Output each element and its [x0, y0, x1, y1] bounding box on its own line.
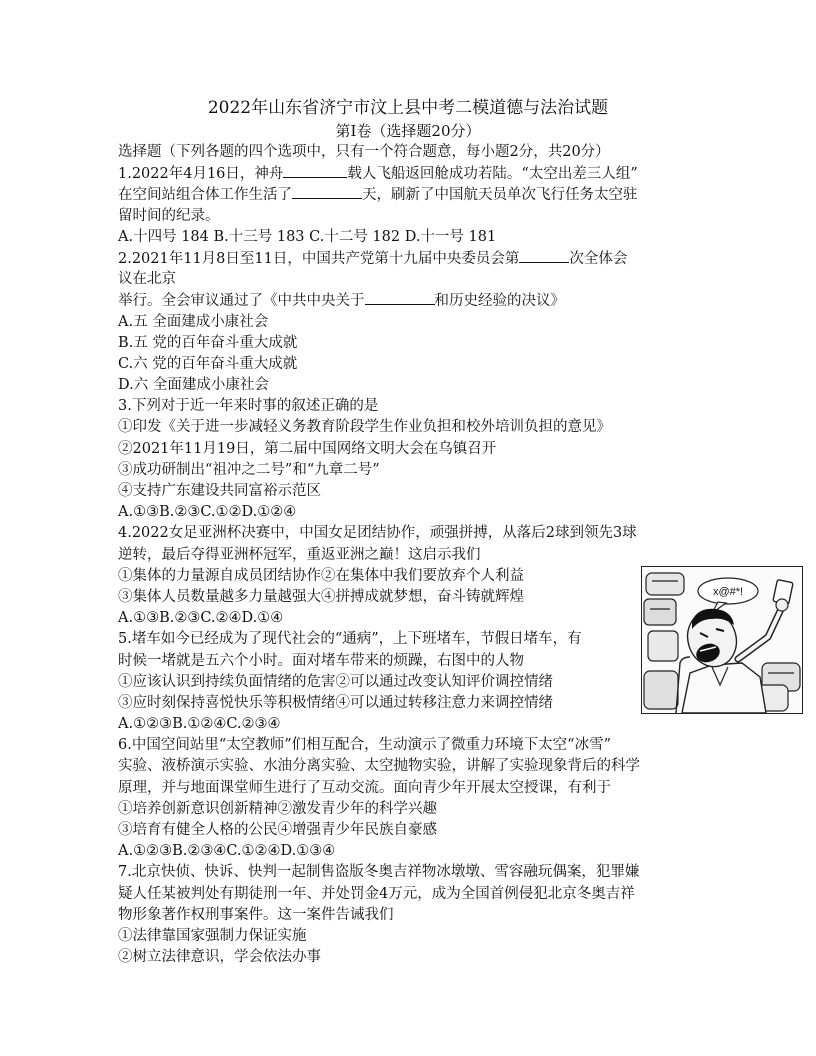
- q1-text: 1.2022年4月16日，神舟: [118, 166, 284, 183]
- q5-stem: 时候一堵就是五六个小时。面对堵车带来的烦躁，右图中的人物: [118, 652, 524, 669]
- page-title: 2022年山东省济宁市汶上县中考二模道德与法治试题: [207, 98, 609, 118]
- q2-option-a: A.五 全面建成小康社会: [118, 313, 269, 330]
- q3-stem: 3.下列对于近一年来时事的叙述正确的是: [118, 398, 379, 415]
- q7-stem: 物形象著作权刑事案件。这一案件告诫我们: [118, 906, 394, 923]
- q4-item: ③集体人员数量越多力量越强大④拼搏成就梦想，奋斗铸就辉煌: [118, 588, 524, 605]
- q5-item: ①应该认识到持续负面情绪的危害②可以通过改变认知评价调控情绪: [118, 673, 553, 690]
- q6-item: ①培养创新意识创新精神②激发青少年的科学兴趣: [118, 800, 437, 817]
- q7-stem: 7.北京快侦、快诉、快判一起制售盗版冬奥吉祥物冰墩墩、雪容融玩偶案，犯罪嫌: [118, 864, 640, 881]
- q5-item: ③应时刻保持喜悦快乐等积极情绪④可以通过转移注意力来调控情绪: [118, 694, 553, 711]
- speech-bubble-text: x@#*!: [712, 586, 744, 598]
- q7-stem: 疑人任某被判处有期徒刑一年、并处罚金4万元，成为全国首例侵犯北京冬奥吉祥: [118, 885, 635, 902]
- q7-item: ②树立法律意识，学会依法办事: [118, 949, 321, 966]
- angry-driver-illustration: [642, 567, 802, 713]
- q1-text: 天，刷新了中国航天员单次飞行任务太空驻: [362, 187, 638, 204]
- q2-text: 和历史经验的决议》: [434, 293, 565, 310]
- q4-stem: 逆转，最后夺得亚洲杯冠军，重返亚洲之巅！这启示我们: [118, 546, 481, 563]
- question-body: [118, 142, 702, 968]
- q4-options: A.①③B.②③C.②④D.①④: [118, 610, 284, 627]
- answer-blank: [292, 184, 362, 199]
- answer-blank: [519, 248, 569, 263]
- instructions: 选择题（下列各题的四个选项中，只有一个符合题意，每小题2分，共20分）: [118, 144, 610, 160]
- q1-line: 留时间的纪录。: [118, 207, 220, 224]
- q7-item: ①法律靠国家强制力保证实施: [118, 927, 307, 944]
- q2-text: 举行。全会审议通过了《中共中央关于: [118, 293, 365, 310]
- q4-item: ①集体的力量源自成员团结协作②在集体中我们要放弃个人利益: [118, 567, 524, 584]
- q2-line: 议在北京: [118, 271, 176, 288]
- q3-item: ①印发《关于进一步减轻义务教育阶段学生作业负担和校外培训负担的意见》: [118, 419, 611, 436]
- q3-options: A.①③B.②③C.①②D.①②④: [118, 504, 297, 521]
- q3-item: ③成功研制出“祖冲之二号”和“九章二号”: [118, 461, 380, 478]
- q4-stem: 4.2022女足亚洲杯决赛中，中国女足团结协作，顽强拼搏，从落后2球到领先3球: [118, 525, 637, 542]
- q6-stem: 原理，并与地面课堂师生进行了互动交流。面向青少年开展太空授课，有利于: [118, 779, 611, 796]
- q5-stem: 5.堵车如今已经成为了现代社会的“通病”，上下班堵车，节假日堵车，有: [118, 631, 582, 648]
- q3-item: ④支持广东建设共同富裕示范区: [118, 483, 321, 499]
- q2-option-c: C.六 党的百年奋斗重大成就: [118, 355, 298, 372]
- q2-option-d: D.六 全面建成小康社会: [118, 377, 269, 394]
- q1-options: A.十四号 184 B.十三号 183 C.十二号 182 D.十一号 181: [118, 228, 497, 245]
- q1-text: 在空间站组合体工作生活了: [118, 187, 292, 204]
- q2-option-b: B.五 党的百年奋斗重大成就: [118, 334, 298, 351]
- q1-text: 载人飞船返回舱成功若陆。“太空出差三人组”: [347, 166, 638, 183]
- section-subtitle: 第Ⅰ卷（选择题20分）: [335, 122, 481, 140]
- q1-line: [118, 163, 702, 184]
- q3-item: ②2021年11月19日，第二届中国网络文明大会在乌镇召开: [118, 440, 497, 457]
- answer-blank: [365, 290, 435, 305]
- q6-options: A.①②③B.②③④C.①②④D.①③④: [118, 843, 336, 860]
- traffic-jam-cartoon: [641, 566, 803, 714]
- q2-line: [118, 248, 702, 269]
- q6-stem: 6.中国空间站里“太空教师”们相互配合，生动演示了微重力环境下太空“冰雪”: [118, 737, 611, 754]
- q2-line: [118, 290, 702, 311]
- q6-item: ③培育有健全人格的公民④增强青少年民族自豪感: [118, 822, 437, 838]
- q6-stem: 实验、液桥演示实验、水油分离实验、太空抛物实验，讲解了实验现象背后的科学: [118, 758, 640, 775]
- q2-text: 次全体会: [569, 250, 628, 267]
- q1-line: [118, 184, 702, 205]
- answer-blank: [283, 163, 347, 178]
- q2-text: 2.2021年11月8日至11日，中国共产党第十九届中央委员会第: [118, 250, 520, 267]
- q5-options: A.①②③B.①②④C.②③④: [118, 716, 281, 733]
